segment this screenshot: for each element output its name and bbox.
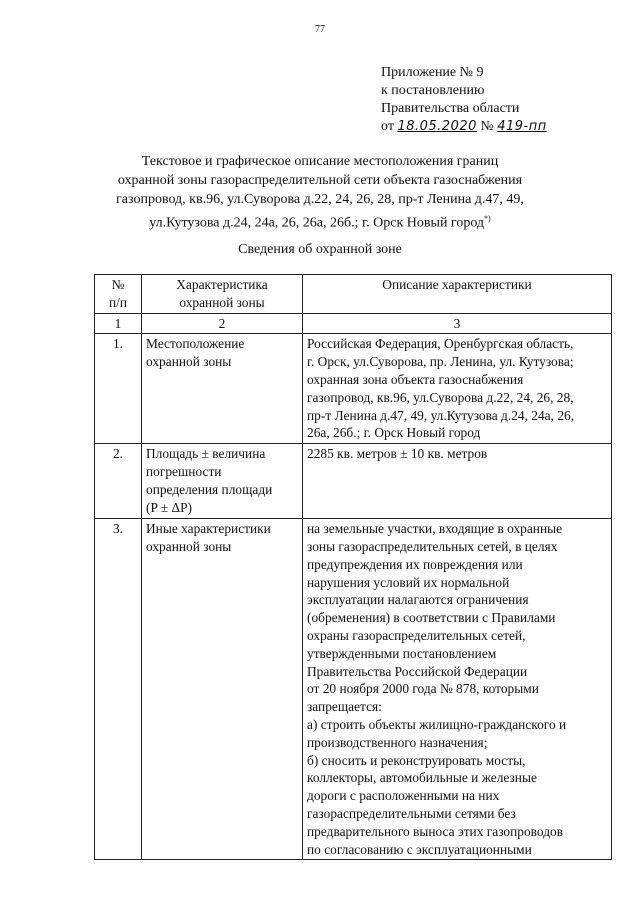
title-footnote-mark: *) <box>484 214 491 223</box>
title-line-3: газопровод, кв.96, ул.Суворова д.22, 24, 26, 28, пр-т Ленина д.47, 49, <box>116 192 524 207</box>
header-num <box>95 275 142 314</box>
char-line: Иные характеристики <box>146 521 271 537</box>
desc-line: дороги с расположенными на них <box>307 788 500 804</box>
header-num-line-1: № <box>111 277 125 292</box>
desc-line: нарушения условий их нормальной <box>307 574 510 590</box>
header-characteristic <box>142 275 303 314</box>
desc-line: пр-т Ленина д.47, 49, ул.Кутузова д.24, 24а, 26, <box>307 407 575 423</box>
header-num-line-2: п/п <box>108 294 128 310</box>
index-cell-2: 2 <box>142 313 303 334</box>
desc-line: 2285 кв. метров ± 10 кв. метров <box>307 446 488 462</box>
header-char-line-2: охранной зоны <box>179 294 265 310</box>
index-cell-1: 1 <box>95 313 142 334</box>
table-header-row <box>95 275 612 314</box>
desc-line: б) сносить и реконструировать мосты, <box>307 752 526 768</box>
table-row <box>95 444 612 519</box>
document-title <box>100 152 540 233</box>
desc-line: газопровод, кв.96, ул.Суворова д.22, 24, 26, 28, <box>307 389 574 405</box>
page-number: 77 <box>315 24 325 35</box>
desc-line: Российская Федерация, Оренбургская область, <box>307 336 574 352</box>
table-row <box>95 519 612 860</box>
handwritten-date: 18.05.2020 <box>397 119 477 134</box>
desc-line: предупреждения их повреждения или <box>307 556 523 572</box>
desc-line: охранная зона объекта газоснабжения <box>307 371 524 387</box>
desc-line: 26а, 26б.; г. Орск Новый город <box>307 425 481 441</box>
index-cell-3: 3 <box>303 313 612 334</box>
title-line-4 <box>100 209 540 233</box>
appendix-block <box>381 64 547 136</box>
desc-line: эксплуатации налагаются ограничения <box>307 592 529 608</box>
desc-line: газораспределительными сетями без <box>307 805 516 821</box>
table-row <box>95 334 612 444</box>
row-description <box>303 444 612 519</box>
handwritten-number: 419-пп <box>497 119 547 134</box>
char-line: охранной зоны <box>146 538 232 554</box>
date-prefix: от <box>381 119 394 134</box>
appendix-line-2: к постановлению <box>381 83 485 98</box>
title-line-4-text: ул.Кутузова д.24, 24а, 26, 26а, 26б.; г. Орск Новый город <box>149 215 485 231</box>
appendix-line-3: Правительства области <box>381 101 520 116</box>
appendix-date-line <box>381 118 547 136</box>
row-number: 2. <box>95 444 142 519</box>
char-line: Площадь ± величина <box>146 446 266 462</box>
header-char-line-1: Характеристика <box>176 277 268 292</box>
desc-line: на земельные участки, входящие в охранные <box>307 521 563 537</box>
appendix-line-1: Приложение № 9 <box>381 65 484 80</box>
section-heading: Сведения об охранной зоне <box>238 242 402 257</box>
char-line: (P ± ΔP) <box>146 499 192 515</box>
desc-line: г. Орск, ул.Суворова, пр. Ленина, ул. Кутузова; <box>307 354 574 370</box>
char-line: Местоположение <box>146 336 245 352</box>
desc-line: коллекторы, автомобильные и железные <box>307 770 537 786</box>
number-prefix: № <box>480 119 494 134</box>
row-number: 1. <box>95 334 142 444</box>
desc-line: запрещается: <box>307 699 382 715</box>
desc-line: по согласованию с эксплуатационными <box>307 841 532 857</box>
row-characteristic <box>142 519 303 860</box>
row-characteristic <box>142 334 303 444</box>
desc-line: утвержденными постановлением <box>307 645 497 661</box>
title-line-1: Текстовое и графическое описание местоположения границ <box>141 154 499 169</box>
row-description <box>303 334 612 444</box>
row-description <box>303 519 612 860</box>
desc-line: Правительства Российской Федерации <box>307 663 528 679</box>
row-number: 3. <box>95 519 142 860</box>
table-index-row <box>95 313 612 334</box>
desc-line: охраны газораспределительных сетей, <box>307 627 526 643</box>
header-description: Описание характеристики <box>303 275 612 314</box>
desc-line: производственного назначения; <box>307 734 488 750</box>
desc-line: от 20 ноября 2000 года № 878, которыми <box>307 681 539 697</box>
desc-line: (обременения) в соответствии с Правилами <box>307 610 556 626</box>
zone-info-table <box>94 274 612 860</box>
desc-line: зоны газораспределительных сетей, в целях <box>307 538 558 554</box>
desc-line: а) строить объекты жилищно-гражданского и <box>307 716 567 732</box>
title-line-2: охранной зоны газораспределительной сети объекта газоснабжения <box>117 173 523 188</box>
row-characteristic <box>142 444 303 519</box>
char-line: определения площади <box>146 481 273 497</box>
desc-line: предварительного выноса этих газопроводов <box>307 823 564 839</box>
char-line: погрешности <box>146 463 222 479</box>
char-line: охранной зоны <box>146 354 232 370</box>
